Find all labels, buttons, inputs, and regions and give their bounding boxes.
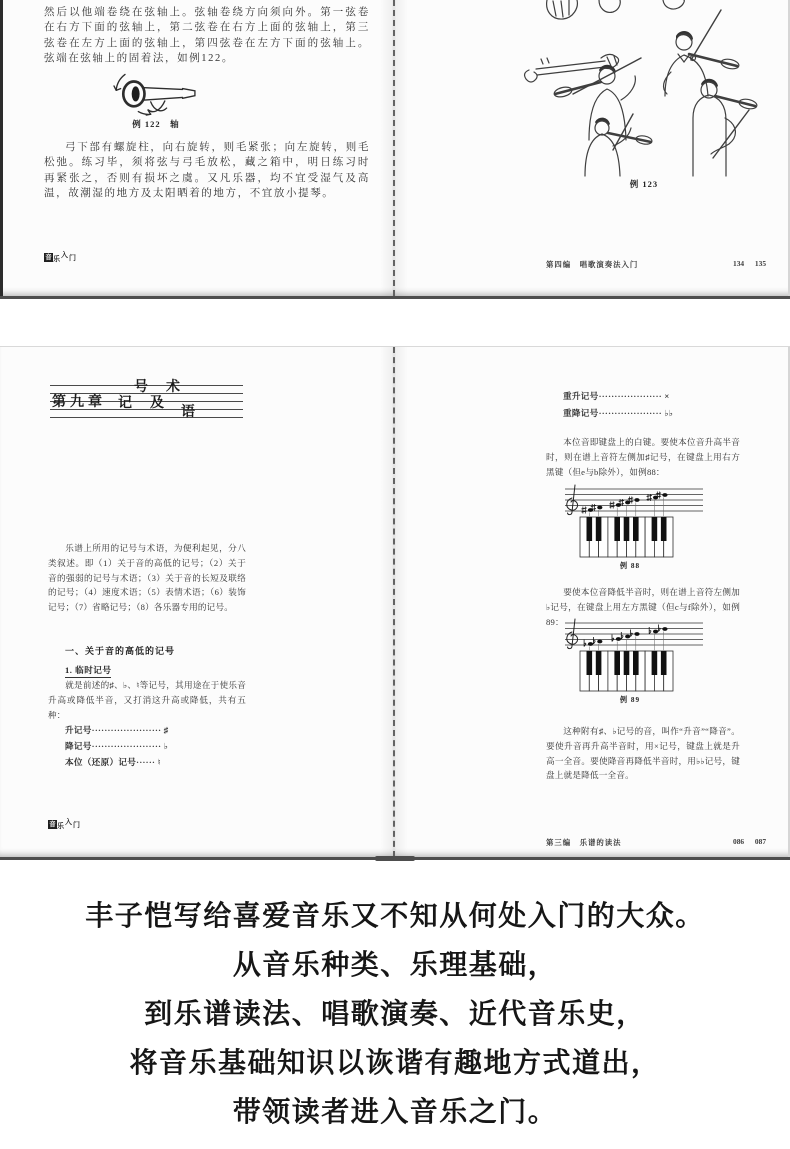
book-page-chapter-nine	[0, 347, 393, 857]
promo-line: 从音乐种类、乐理基础，	[232, 950, 558, 981]
accidental-list-item: 重降记号···················· ♭♭	[563, 408, 674, 418]
promo-line: 到乐谱读法、唱歌演奏、近代音乐史，	[144, 999, 646, 1030]
title-char: 及	[150, 396, 164, 411]
promo-line: 将音乐基础知识以诙谐有趣地方式道出，	[129, 1048, 661, 1079]
figure-caption: 例 122 轴	[132, 119, 180, 129]
title-char: 号	[134, 380, 148, 395]
sub-heading: 1. 临时记号	[65, 664, 111, 678]
accidental-list-item: 升记号······················ ♯	[65, 725, 169, 735]
logo-char: 音	[45, 254, 52, 261]
logo-char: 门	[73, 821, 81, 829]
book-page-violin-care	[0, 0, 393, 296]
tuning-peg-illustration	[110, 70, 202, 116]
title-char: 记	[118, 396, 132, 411]
page-footer-section: 第四编 唱歌演奏法入门	[546, 260, 639, 269]
body-paragraph: 弓下部有螺旋柱，向右旋转，则毛紧张；向左旋转，则毛松弛。练习毕，须将弦与弓毛放松，藏之箱中，明日练习时再紧张之，否则有损坏之虞。又凡乐器，均不宜受湿气及高温，故潮湿的地方及太阳晒着的地方，不宜放小提琴。	[44, 142, 370, 200]
title-char: 术	[166, 380, 180, 395]
book-page-accidentals	[395, 347, 790, 857]
title-char: 语	[181, 405, 195, 420]
page-footer-section: 第三编 乐谱的读法	[546, 838, 622, 847]
chapter-number: 第九章	[52, 395, 106, 410]
logo-char: 入	[65, 818, 73, 826]
promo-text-block	[0, 892, 790, 1137]
logo-char: 门	[69, 254, 77, 262]
figure-caption: 例 89	[619, 696, 641, 704]
book-spread-top	[0, 0, 790, 299]
section-heading: 一、关于音的高低的记号	[65, 646, 176, 656]
book-logo	[44, 252, 77, 262]
body-paragraph: 本位音即键盘上的白键。要使本位音升高半音时，则在谱上音符左侧加♯记号，在键盘上用右方黑键（但e与b除外），如例88：	[546, 437, 740, 477]
figure-caption: 例 88	[619, 562, 641, 570]
book-logo	[48, 819, 81, 829]
figure-caption: 例 123	[629, 179, 659, 189]
logo-char: 乐	[57, 822, 65, 830]
logo-char: 音	[49, 821, 56, 828]
book-spread-middle	[0, 346, 790, 860]
body-paragraph: 要使本位音降低半音时，则在谱上音符左侧加♭记号，在键盘上用左方黑键（但c与f除外），如例89：	[546, 587, 740, 627]
body-paragraph: 然后以他端卷绕在弦轴上。弦轴卷绕方向须向外。第一弦卷在右方下面的弦轴上，第二弦卷在右方上面的弦轴上，第三弦卷在左方上面的弦轴上，第四弦卷在左方下面的弦轴上。弦端在弦轴上的固着法，如例122。	[44, 7, 370, 65]
body-paragraph: 乐谱上所用的记号与术语，为便利起见，分八类叙述。即（1）关于音的高低的记号；（2）关于音的强弱的记号与术语；（3）关于音的长短及联络的记号；（4）速度术语；（5）表情术语；（6）装饰记号；（7）省略记号；（8）各乐器专用的记号。	[48, 543, 246, 613]
accidental-list-item: 降记号······················ ♭	[65, 741, 169, 751]
promo-line: 带领读者进入音乐之门。	[232, 1097, 558, 1128]
accidental-list-item: 本位（还原）记号······ ♮	[65, 757, 161, 767]
chapter-heading	[50, 380, 243, 420]
accidental-list-item: 重升记号···················· ×	[563, 391, 670, 401]
logo-char: 乐	[53, 255, 61, 263]
body-paragraph: 这种附有♯、♭记号的音，叫作“升音”“降音”。要使升音再升高半音时，用×记号，键盘上就是升高一全音。要使降音再降低半音时，用♭♭记号，键盘上就是降低一全音。	[546, 726, 740, 781]
book-page-violin-postures	[395, 0, 790, 296]
page-numbers: 134 135	[733, 259, 767, 268]
promo-line: 丰子恺写给喜爱音乐又不知从何处入门的大众。	[85, 901, 705, 932]
body-paragraph: 就是前述的♯、♭、♮等记号，其用途在于使乐音升高或降低半音，又打消这升高或降低，共有五种：	[48, 680, 246, 720]
violin-posture-illustrations	[513, 0, 769, 176]
page-numbers: 086 087	[733, 837, 767, 846]
staff-keyboard-example-89	[555, 619, 705, 693]
staff-keyboard-example-88	[555, 485, 705, 559]
logo-char: 入	[61, 251, 69, 259]
